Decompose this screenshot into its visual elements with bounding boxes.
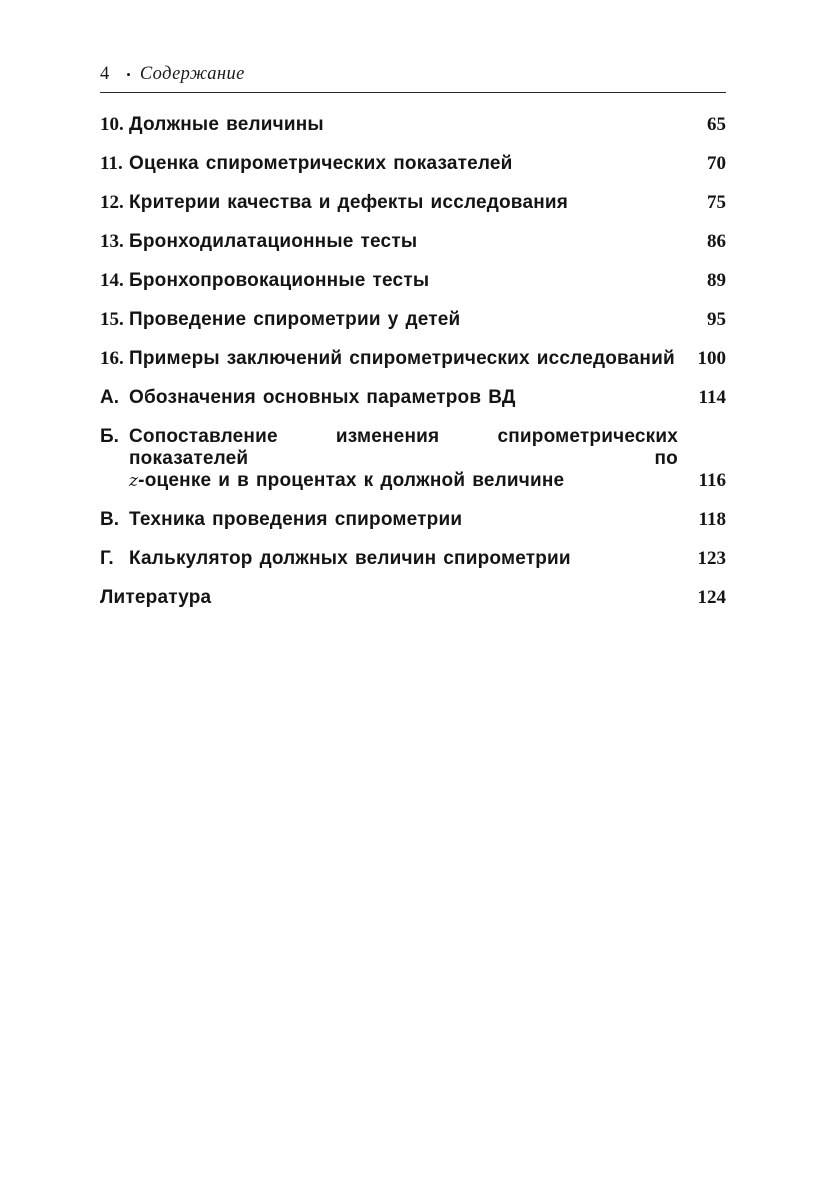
entry-number: А. <box>100 387 119 408</box>
entry-title: Оценка спирометрических показателей <box>129 153 513 174</box>
toc-entry <box>100 153 726 175</box>
entry-title: Калькулятор должных величин спирометрии <box>129 548 571 569</box>
entry-title-line1: Сопоставление изменения спирометрических показателей по <box>129 426 678 469</box>
entry-number: 14. <box>100 270 124 291</box>
entry-page-number: 124 <box>697 587 726 608</box>
entry-title: Должные величины <box>129 114 324 135</box>
toc-entry <box>100 270 726 292</box>
entry-number: 16. <box>100 348 124 369</box>
toc-entry <box>100 192 726 214</box>
entry-title: Проведение спирометрии у детей <box>129 309 461 330</box>
entry-number: Б. <box>100 426 119 447</box>
entry-page-number: 95 <box>707 309 726 330</box>
entry-number: 12. <box>100 192 124 213</box>
entry-page-number: 70 <box>707 153 726 174</box>
entry-page-number: 89 <box>707 270 726 291</box>
bullet-separator-icon: • <box>126 67 131 82</box>
page-content <box>100 64 726 626</box>
math-z-symbol: z <box>129 471 139 491</box>
toc-entry <box>100 309 726 331</box>
toc-entry <box>100 348 726 370</box>
entry-page-number: 114 <box>698 387 726 408</box>
entry-title-line2: z-оценке и в процентах к должной величине <box>129 470 565 491</box>
entry-number: 11. <box>100 153 123 174</box>
entry-page-number: 86 <box>707 231 726 252</box>
entry-title: Бронхопровокационные тесты <box>129 270 430 291</box>
page-header <box>100 64 726 93</box>
entry-page-number: 75 <box>707 192 726 213</box>
header-section-title: Содержание <box>139 64 245 84</box>
entry-title: Литература <box>100 587 212 608</box>
entry-number: Г. <box>100 548 114 569</box>
toc-entry <box>100 231 726 253</box>
entry-number: 13. <box>100 231 124 252</box>
entry-page-number: 123 <box>697 548 726 569</box>
toc-list <box>100 114 726 609</box>
entry-number: 15. <box>100 309 124 330</box>
toc-entry <box>100 387 726 409</box>
entry-page-number: 100 <box>697 348 726 369</box>
toc-entry <box>100 587 726 609</box>
entry-number: 10. <box>100 114 124 135</box>
entry-page-number: 118 <box>698 509 726 530</box>
entry-title: Критерии качества и дефекты исследования <box>129 192 569 213</box>
toc-entry <box>100 509 726 531</box>
entry-page-number: 65 <box>707 114 726 135</box>
header-page-number: 4 <box>100 64 110 84</box>
entry-number: В. <box>100 509 119 530</box>
toc-entry <box>100 114 726 136</box>
entry-title: Примеры заключений спирометрических исследований <box>129 348 675 369</box>
entry-title: Обозначения основных параметров ВД <box>129 387 516 408</box>
entry-page-number: 116 <box>698 470 726 491</box>
entry-title <box>129 426 690 492</box>
toc-entry <box>100 548 726 570</box>
entry-title: Техника проведения спирометрии <box>129 509 463 530</box>
toc-entry <box>100 426 726 492</box>
entry-title: Бронходилатационные тесты <box>129 231 418 252</box>
